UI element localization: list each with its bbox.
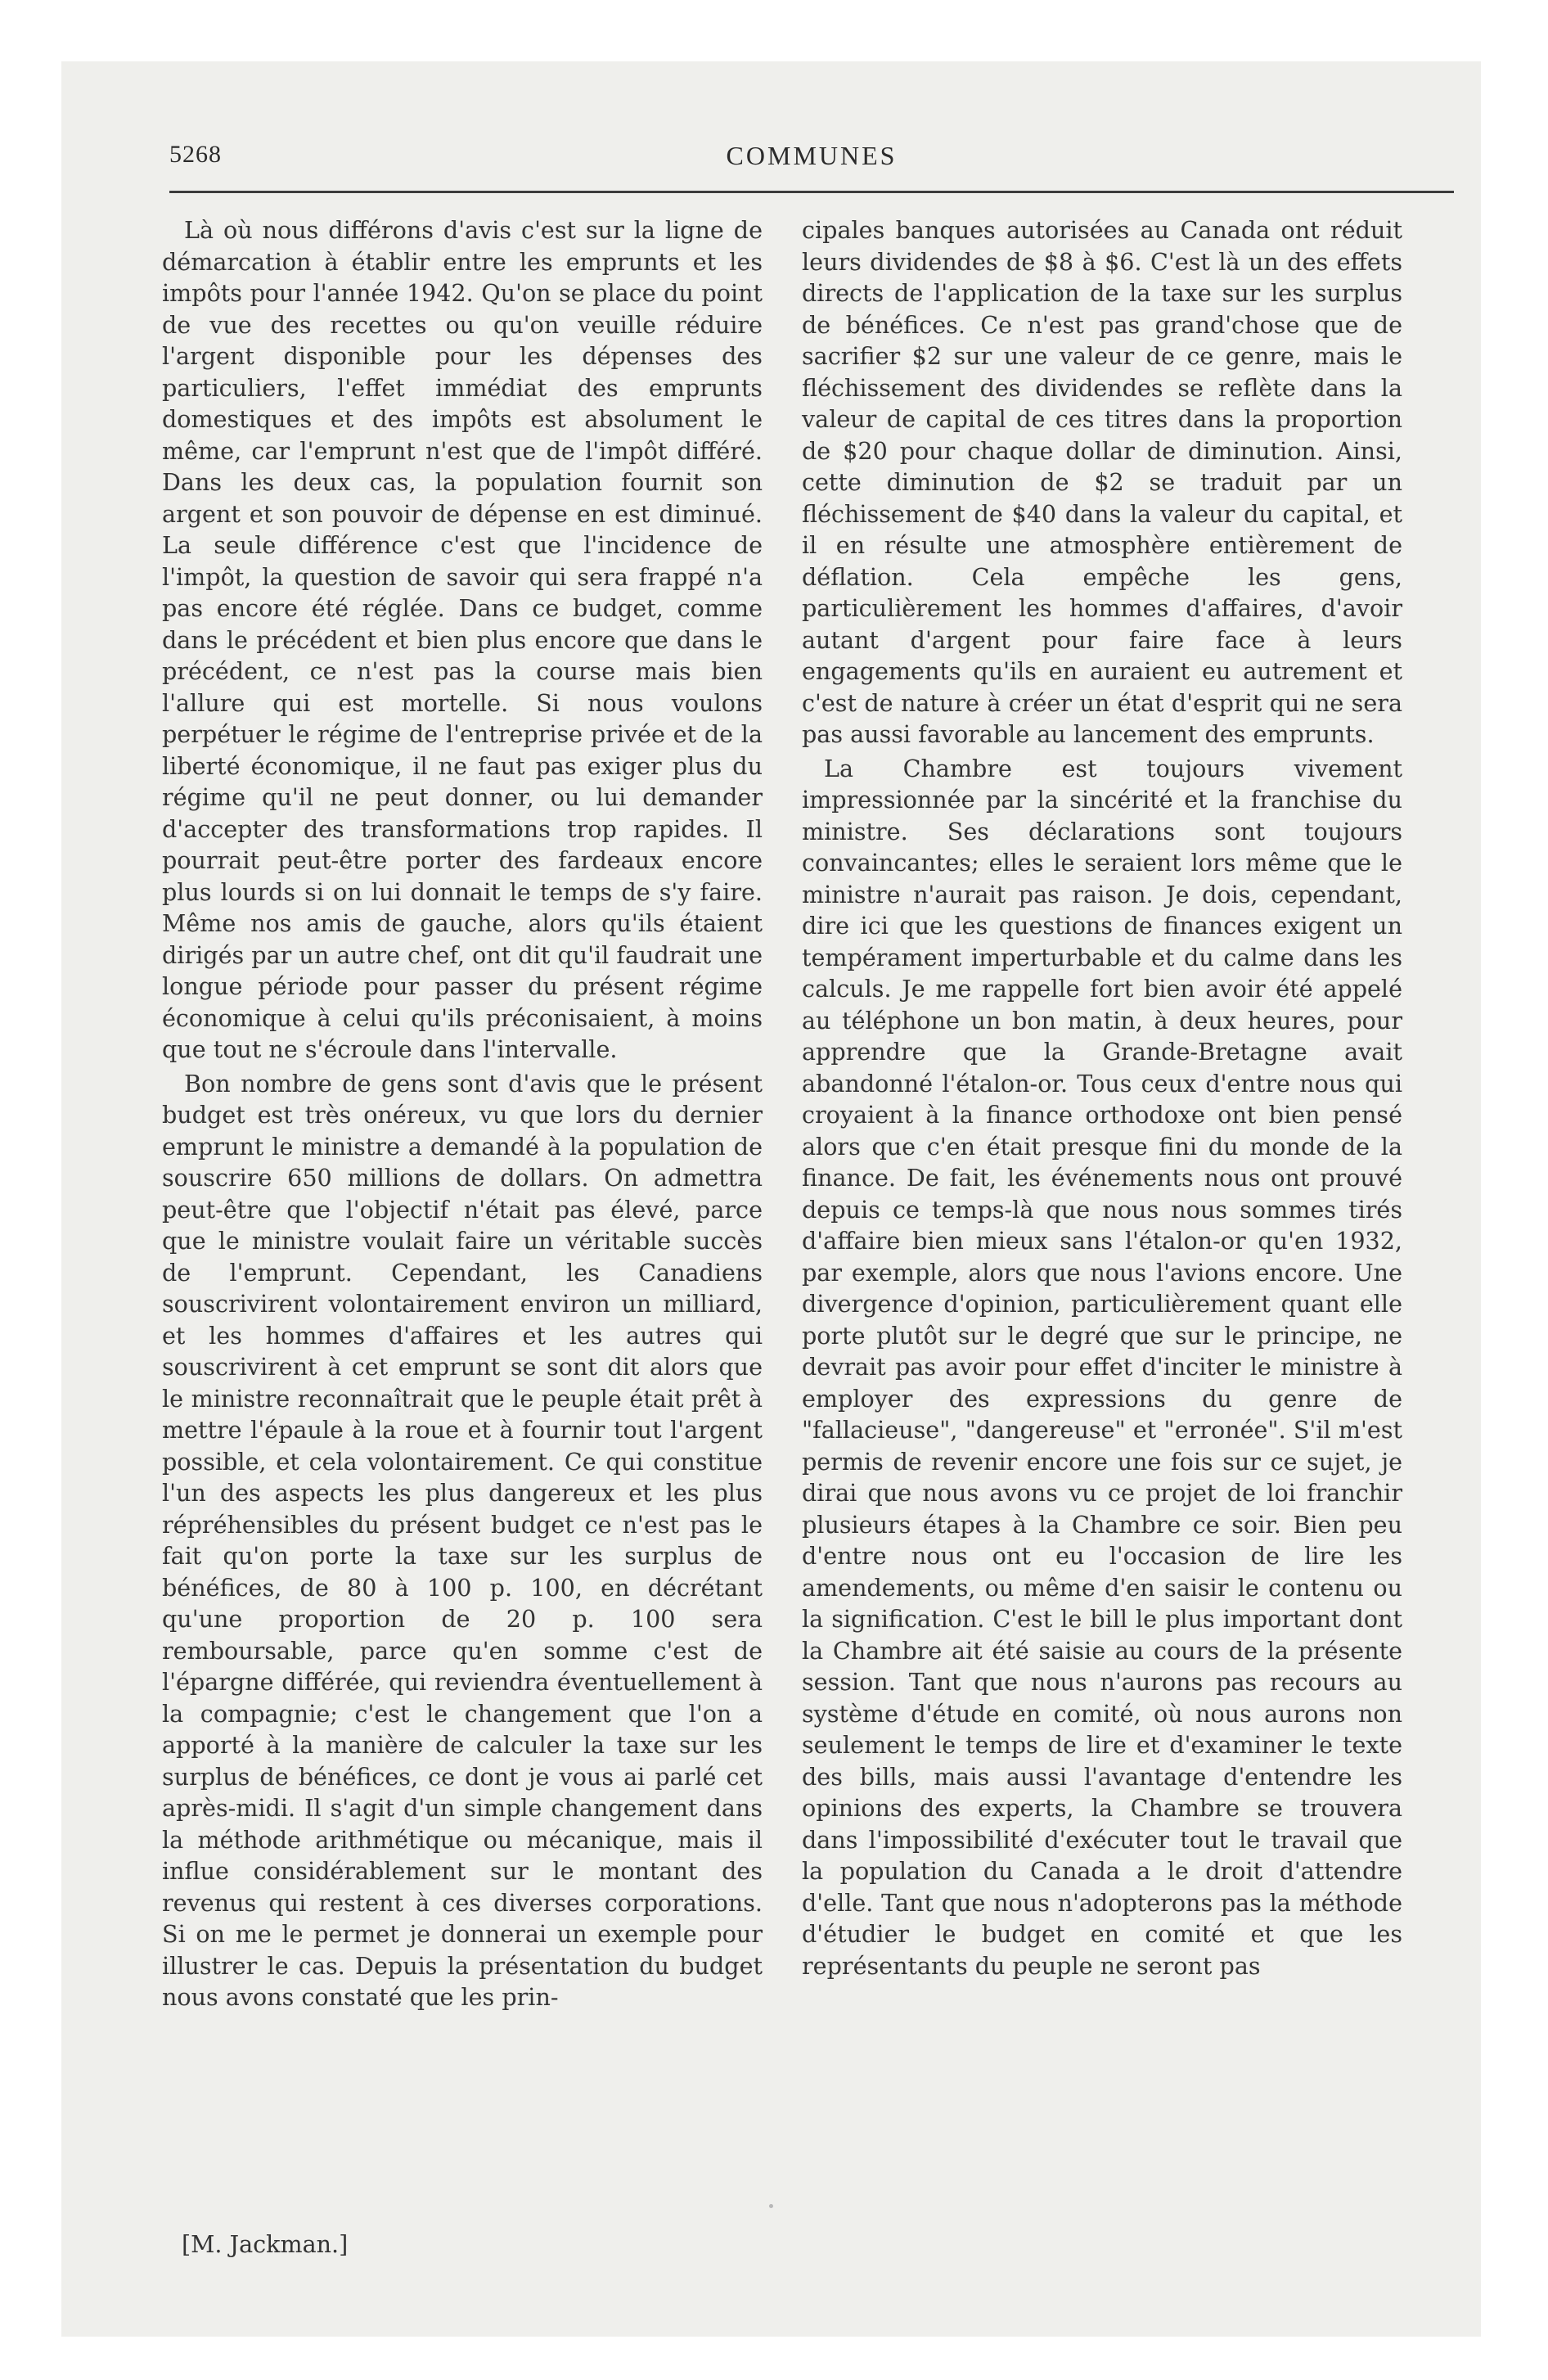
scan-speck bbox=[769, 2204, 773, 2208]
page-number: 5268 bbox=[169, 141, 222, 168]
header-rule bbox=[169, 191, 1454, 193]
paragraph: cipales banques autorisées au Canada ont réduit leurs dividendes de $8 à $6. C'est là un des effets directs de l'application de la taxe sur les surplus de bénéfices. Ce n'est pas grand'chose que de sacrifier $2 sur une valeur de ce genre, mais le fléchissement des dividendes se reflète dans la valeur de capital de ces titres dans la proportion de $20 pour chaque dollar de diminution. Ainsi, cette diminution de $2 se traduit par un fléchissement de $40 dans la valeur du capital, et il en résulte une atmosphère entièrement de déflation. Cela empêche les gens, particulièrement les hommes d'affaires, d'avoir autant d'argent pour faire face à leurs engagements qu'ils en auraient eu autrement et c'est de nature à créer un état d'esprit qui ne sera pas aussi favorable au lancement des emprunts. bbox=[802, 216, 1402, 748]
paragraph: Bon nombre de gens sont d'avis que le présent budget est très onéreux, vu que lors du dernier emprunt le ministre a demandé à la population de souscrire 650 millions de dollars. On admettra peut-être que l'objectif n'était pas élevé, parce que le ministre voulait faire un véritable succès de l'emprunt. Cependant, les Canadiens souscrivirent volontairement environ un milliard, et les hommes d'affaires et les autres qui souscrivirent à cet emprunt se sont dit alors que le ministre reconnaîtrait que le peuple était prêt à mettre l'épaule à la roue et à fournir tout l'argent possible, et cela volontairement. Ce qui constitue l'un des aspects les plus dangereux et les plus répréhensibles du présent budget ce n'est pas le fait qu'on porte la taxe sur les surplus de bénéfices, de 80 à 100 p. 100, en décrétant qu'une proportion de 20 p. 100 sera remboursable, parce qu'en somme c'est de l'épargne différée, qui reviendra éventuellement à la compagnie; c'est le changement que l'on a apporté à la manière de calculer la taxe sur les surplus de bénéfices, ce dont je vous ai parlé cet après-midi. Il s'agit d'un simple changement dans la méthode arithmétique ou mécanique, mais il influe considérablement sur le montant des revenus qui restent à ces diverses corporations. Si on me le permet je donnerai un exemple pour illustrer le cas. Depuis la présentation du budget nous avons constaté que les prin- bbox=[162, 1069, 763, 2011]
left-column bbox=[162, 214, 763, 2013]
running-head: COMMUNES bbox=[726, 141, 898, 170]
paragraph: La Chambre est toujours vivement impressionnée par la sincérité et la franchise du ministre. Ses déclarations sont toujours convaincantes; elles le seraient lors même que le ministre n'aurait pas raison. Je dois, cependant, dire ici que les questions de finances exigent un tempérament imperturbable et du calme dans les calculs. Je me rappelle fort bien avoir été appelé au téléphone un bon matin, à deux heures, pour apprendre que la Grande-Bretagne avait abandonné l'étalon-or. Tous ceux d'entre nous qui croyaient à la finance orthodoxe ont bien pensé alors que c'en était presque fini du monde de la finance. De fait, les événements nous ont prouvé depuis ce temps-là que nous nous sommes tirés d'affaire bien mieux sans l'étalon-or qu'en 1932, par exemple, alors que nous l'avions encore. Une divergence d'opinion, particulièrement quant elle porte plutôt sur le degré que sur le principe, ne devrait pas avoir pour effet d'inciter le ministre à employer des expressions du genre de "fallacieuse", "dangereuse" et "erronée". S'il m'est permis de revenir encore une fois sur ce sujet, je dirai que nous avons vu ce projet de loi franchir plusieurs étapes à la Chambre ce soir. Bien peu d'entre nous ont eu l'occasion de lire les amendements, ou même d'en saisir le contenu ou la signification. C'est le bill le plus important dont la Chambre ait été saisie au cours de la présente session. Tant que nous n'aurons pas recours au système d'étude en comité, où nous aurons non seulement le temps de lire et d'examiner le texte des bills, mais aussi l'avantage d'entendre les opinions des experts, la Chambre se trouvera dans l'impossibilité d'exécuter tout le travail que la population du Canada a le droit d'attendre d'elle. Tant que nous n'adopterons pas la méthode d'étudier le budget en comité et que les représentants du peuple ne seront pas bbox=[802, 754, 1402, 1980]
speaker-label: [M. Jackman.] bbox=[182, 2230, 349, 2258]
page-header bbox=[169, 141, 1454, 182]
right-column bbox=[802, 214, 1402, 1981]
paragraph: Là où nous différons d'avis c'est sur la ligne de démarcation à établir entre les emprunts et les impôts pour l'année 1942. Qu'on se place du point de vue des recettes ou qu'on veuille réduire l'argent disponible pour les dépenses des particuliers, l'effet immédiat des emprunts domestiques et des impôts est absolument le même, car l'emprunt n'est que de l'impôt différé. Dans les deux cas, la population fournit son argent et son pouvoir de dépense en est diminué. La seule différence c'est que l'incidence de l'impôt, la question de savoir qui sera frappé n'a pas encore été réglée. Dans ce budget, comme dans le précédent et bien plus encore que dans le précédent, ce n'est pas la course mais bien l'allure qui est mortelle. Si nous voulons perpétuer le régime de l'entreprise privée et de la liberté économique, il ne faut pas exiger plus du régime qu'il ne peut donner, ou lui demander d'accepter des transformations trop rapides. Il pourrait peut-être porter des fardeaux encore plus lourds si on lui donnait le temps de s'y faire. Même nos amis de gauche, alors qu'ils étaient dirigés par un autre chef, ont dit qu'il faudrait une longue période pour passer du présent régime économique à celui qu'ils préconisaient, à moins que tout ne s'écroule dans l'intervalle. bbox=[162, 216, 763, 1063]
